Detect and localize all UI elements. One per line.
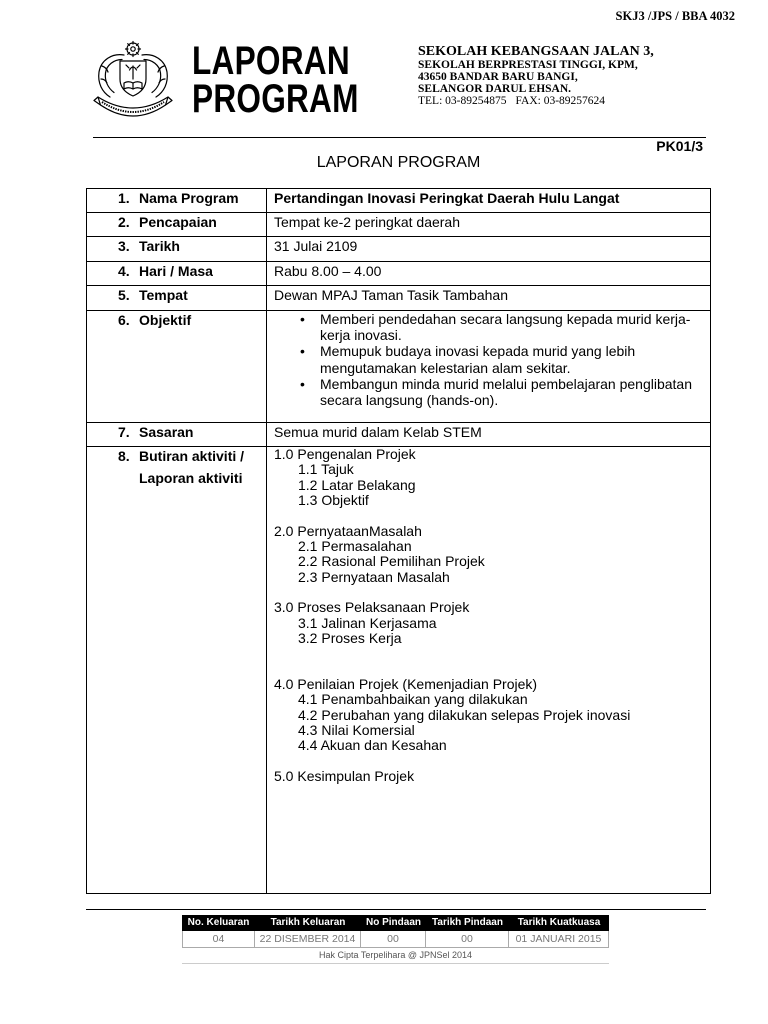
school-name: SEKOLAH KEBANGSAAN JALAN 3, <box>418 44 654 59</box>
row-label-continued: Laporan aktiviti <box>139 470 243 486</box>
bullet-icon <box>300 311 320 343</box>
report-table <box>86 188 711 894</box>
objective-item <box>300 311 708 343</box>
header-divider <box>93 137 706 138</box>
footer-divider <box>86 909 706 910</box>
activity-section <box>274 600 630 646</box>
control-value-cell: 00 <box>361 931 426 948</box>
section-item: 2.3 Pernyataan Masalah <box>298 568 450 585</box>
objective-text: Membangun minda murid melalui pembelajaran penglibatan secara langsung (hands-on). <box>320 375 692 409</box>
bullet-icon <box>300 376 320 408</box>
objective-item <box>300 343 708 375</box>
report-title <box>192 39 359 121</box>
section-item: 3.2 Proses Kerja <box>298 629 402 646</box>
row-value: Dewan MPAJ Taman Tasik Tambahan <box>274 287 508 303</box>
section-item: 3.1 Jalinan Kerjasama <box>298 614 437 631</box>
section-item: 1.3 Objektif <box>298 491 369 508</box>
table-row <box>87 310 710 422</box>
activity-list <box>274 447 630 784</box>
objective-list <box>300 311 708 408</box>
form-code: PK01/3 <box>656 138 703 154</box>
row-value: 31 Julai 2109 <box>274 238 358 254</box>
section-item: 2.1 Permasalahan <box>298 537 412 554</box>
title-line-1: LAPORAN <box>192 39 350 83</box>
activity-section <box>274 769 630 784</box>
bullet-icon <box>300 343 320 375</box>
section-item: 4.1 Penambahbaikan yang dilakukan <box>298 691 528 708</box>
control-value-row <box>182 931 609 948</box>
section-item: 4.2 Perubahan yang dilakukan selepas Projek inovasi <box>298 706 631 723</box>
row-number: 1. <box>118 190 130 206</box>
row-number: 8. <box>118 448 130 464</box>
row-value: Pertandingan Inovasi Peringkat Daerah Hulu Langat <box>274 190 620 206</box>
table-row <box>87 189 710 212</box>
row-label: Objektif <box>139 312 192 328</box>
table-row <box>87 261 710 285</box>
control-header-cell: Tarikh Pindaan <box>426 915 509 931</box>
copyright-notice: Hak Cipta Terpelihara @ JPNSel 2014 <box>318 950 473 960</box>
title-line-2: PROGRAM <box>192 77 359 121</box>
section-heading: 1.0 Pengenalan Projek <box>274 446 416 462</box>
row-value: Tempat ke-2 peringkat daerah <box>274 214 460 230</box>
school-fax: FAX: 03-89257624 <box>515 95 606 107</box>
activity-section <box>274 524 630 585</box>
row-label: Nama Program <box>139 190 239 206</box>
copyright-underline <box>182 963 609 964</box>
document-reference: SKJ3 /JPS / BBA 4032 <box>615 9 735 23</box>
row-value: Semua murid dalam Kelab STEM <box>274 424 482 440</box>
section-item: 4.3 Nilai Komersial <box>298 721 415 738</box>
row-label: Tempat <box>139 287 188 303</box>
control-header-cell: No Pindaan <box>361 915 426 931</box>
row-label: Hari / Masa <box>139 263 213 279</box>
school-address-line-1: 43650 BANDAR BARU BANGI, <box>418 71 578 83</box>
control-header-row <box>182 915 609 931</box>
row-number: 5. <box>118 287 130 303</box>
row-number: 4. <box>118 263 130 279</box>
row-number: 2. <box>118 214 130 230</box>
page-title: LAPORAN PROGRAM <box>316 154 481 171</box>
control-header-cell: No. Keluaran <box>182 915 255 931</box>
row-label: Sasaran <box>139 424 194 440</box>
row-number: 3. <box>118 238 130 254</box>
table-row <box>87 212 710 236</box>
table-row <box>87 422 710 446</box>
section-heading: 4.0 Penilaian Projek (Kemenjadian Projek) <box>274 675 538 692</box>
school-crest-icon <box>93 39 173 119</box>
control-value-cell: 00 <box>426 931 509 948</box>
control-header-cell: Tarikh Kuatkuasa <box>509 915 609 931</box>
section-heading: 5.0 Kesimpulan Projek <box>274 767 415 784</box>
section-heading: 3.0 Proses Pelaksanaan Projek <box>274 599 470 616</box>
section-item: 4.4 Akuan dan Kesahan <box>298 737 447 754</box>
school-contact <box>418 95 605 108</box>
control-header-cell: Tarikh Keluaran <box>255 915 361 931</box>
table-row <box>87 285 710 310</box>
school-status: SEKOLAH BERPRESTASI TINGGI, KPM, <box>418 59 638 71</box>
row-value: Rabu 8.00 – 4.00 <box>274 263 382 279</box>
control-value-cell: 22 DISEMBER 2014 <box>255 931 361 948</box>
row-label: Tarikh <box>139 238 180 254</box>
control-value-cell: 04 <box>182 931 255 948</box>
section-item: 1.1 Tajuk <box>298 461 354 478</box>
document-control-table <box>182 915 609 948</box>
objective-text: Memberi pendedahan secara langsung kepada murid kerja-kerja inovasi. <box>320 311 691 344</box>
table-row <box>87 236 710 261</box>
activity-section <box>274 677 630 754</box>
control-value-cell: 01 JANUARI 2015 <box>509 931 609 948</box>
section-heading: 2.0 PernyataanMasalah <box>274 522 422 539</box>
table-row <box>87 446 710 893</box>
row-label: Pencapaian <box>139 214 217 230</box>
school-address-line-2: SELANGOR DARUL EHSAN. <box>418 83 572 95</box>
objective-item <box>300 376 708 408</box>
section-item: 1.2 Latar Belakang <box>298 476 416 493</box>
row-number: 6. <box>118 312 130 328</box>
section-item: 2.2 Rasional Pemilihan Projek <box>298 553 485 570</box>
activity-section <box>274 447 630 508</box>
school-telephone: TEL: 03-89254875 <box>418 95 507 107</box>
row-label: Butiran aktiviti / <box>139 448 245 464</box>
objective-text: Memupuk budaya inovasi kepada murid yang lebih mengutamakan kelestarian alam sekitar. <box>320 343 636 376</box>
row-number: 7. <box>118 424 130 440</box>
